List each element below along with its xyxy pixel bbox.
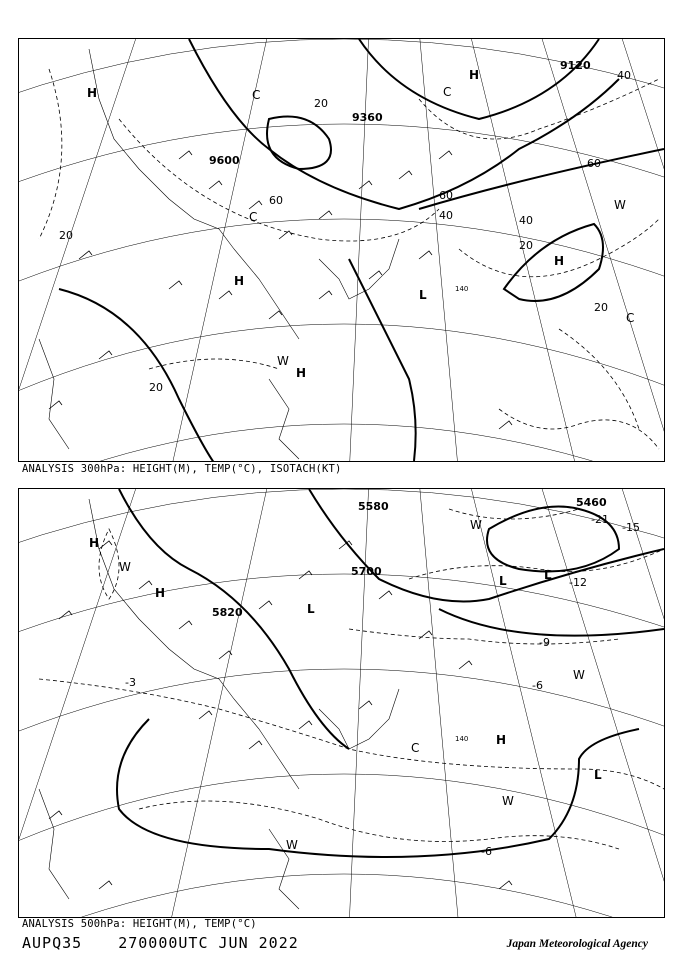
map-500hpa-graphic — [19, 489, 664, 917]
high-center: H — [554, 254, 565, 268]
warm-center: W — [277, 354, 289, 368]
height-contours — [59, 39, 664, 461]
warm-center: W — [502, 794, 514, 808]
map-300hpa-graphic — [19, 39, 664, 461]
isotach-label: 20 — [594, 301, 608, 314]
high-center: H — [496, 733, 507, 747]
lat-lon-grid — [19, 39, 664, 461]
isotach-label: 60 — [269, 194, 283, 207]
low-center: L — [499, 574, 507, 588]
isotach-label: 40 — [439, 209, 453, 222]
high-center: H — [87, 86, 98, 100]
lat-lon-grid — [19, 489, 664, 917]
low-center: L — [307, 602, 315, 616]
isotach-label: 60 — [587, 157, 601, 170]
isotach-label: 40 — [519, 214, 533, 227]
map-panel-500hpa — [18, 488, 665, 918]
map-panel-300hpa — [18, 38, 665, 462]
isotherm-label: -12 — [569, 576, 587, 589]
low-center: L — [544, 568, 552, 582]
chart-identifier — [22, 934, 325, 952]
wind-barbs — [49, 541, 512, 889]
height-label: 5820 — [212, 606, 243, 619]
warm-center: W — [470, 518, 482, 532]
height-label: 5700 — [351, 565, 382, 578]
cold-center: C — [411, 741, 420, 755]
isotherm-label: -6 — [532, 679, 543, 692]
high-center: H — [296, 366, 307, 380]
cold-center: C — [249, 210, 258, 224]
warm-center: W — [119, 560, 131, 574]
panel-caption-300hpa: ANALYSIS 300hPa: HEIGHT(M), TEMP(°C), ISOTACH(KT) — [22, 463, 342, 475]
cold-center: C — [626, 311, 635, 325]
high-center: H — [469, 68, 480, 82]
height-label: 9600 — [209, 154, 240, 167]
isotherm-label: -21 — [591, 513, 609, 526]
high-center: H — [89, 536, 100, 550]
longitude-label: 140 — [455, 735, 469, 743]
low-center: L — [419, 288, 427, 302]
map-labels-500 — [89, 496, 640, 858]
cold-center: C — [252, 88, 261, 102]
height-label: 9360 — [352, 111, 383, 124]
isotherm-label: -3 — [125, 676, 136, 689]
agency-credit: Japan Meteorological Agency — [506, 938, 648, 950]
isotherm-label: -15 — [622, 521, 640, 534]
height-label: 5460 — [576, 496, 607, 509]
warm-center: W — [573, 668, 585, 682]
isotach-label: 40 — [617, 69, 631, 82]
isotherm-label: -6 — [481, 845, 492, 858]
valid-time: 270000UTC JUN 2022 — [118, 934, 299, 952]
height-label: 9120 — [560, 59, 591, 72]
isotach-label: 20 — [59, 229, 73, 242]
warm-center: W — [286, 838, 298, 852]
isotach-label: 20 — [149, 381, 163, 394]
low-center: L — [594, 768, 602, 782]
isotach-label: 20 — [314, 97, 328, 110]
isotherm-label: -9 — [539, 636, 550, 649]
high-center: H — [155, 586, 166, 600]
isotach-label: 60 — [439, 189, 453, 202]
high-center: H — [234, 274, 245, 288]
chart-code: AUPQ35 — [22, 934, 83, 952]
warm-center: W — [614, 198, 626, 212]
cold-center: C — [443, 85, 452, 99]
longitude-label: 140 — [455, 285, 469, 293]
panel-caption-500hpa: ANALYSIS 500hPa: HEIGHT(M), TEMP(°C) — [22, 918, 257, 930]
height-label: 5580 — [358, 500, 389, 513]
isotach-label: 20 — [519, 239, 533, 252]
